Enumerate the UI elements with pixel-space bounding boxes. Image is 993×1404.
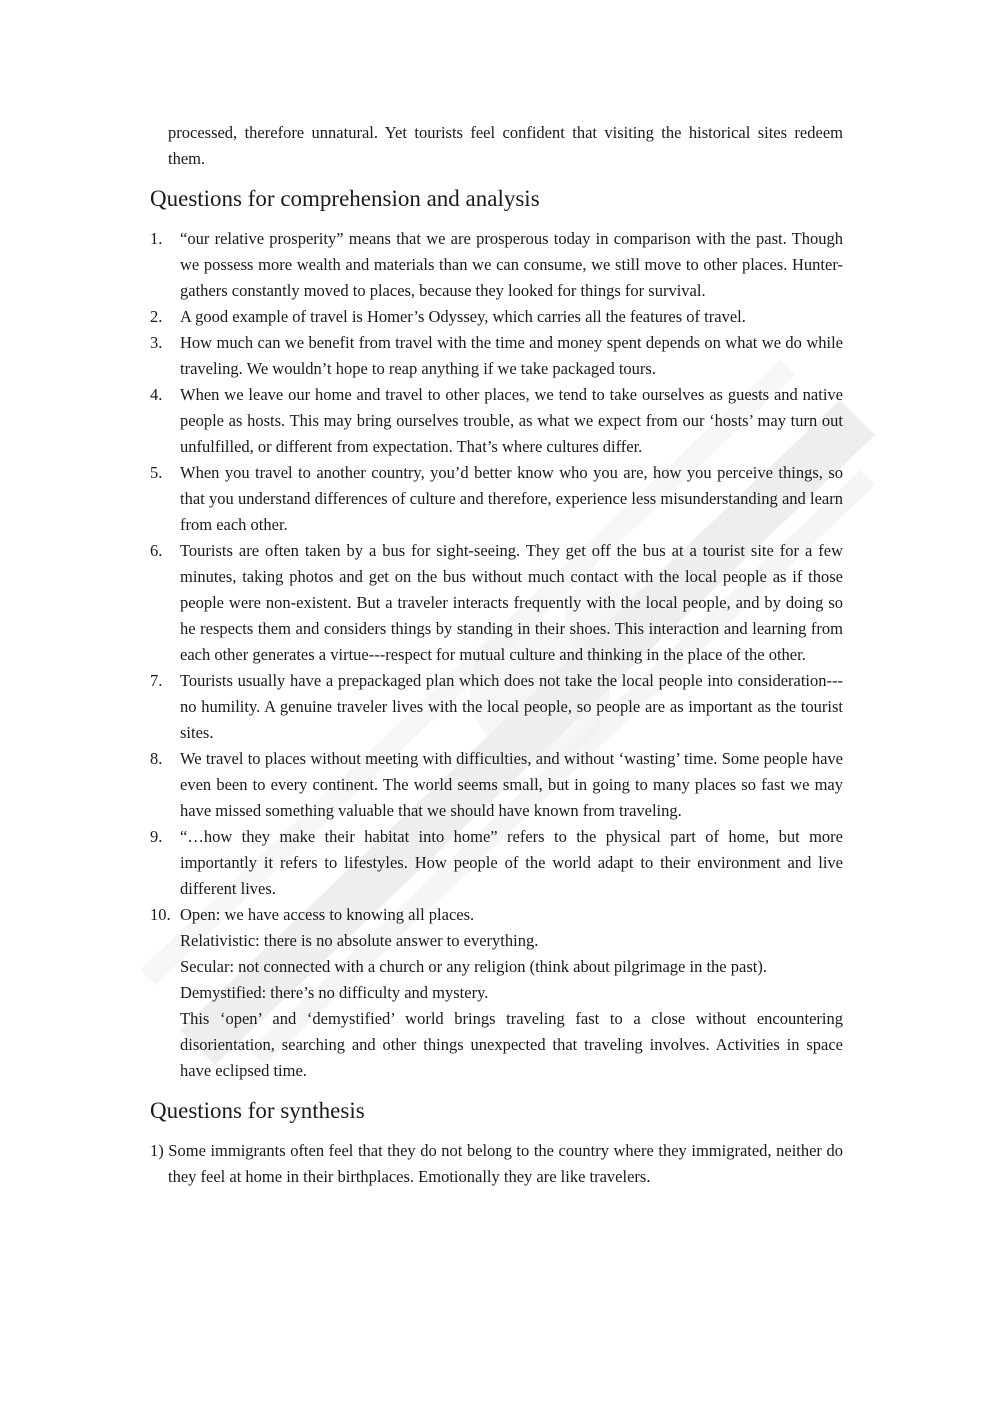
synthesis-item: 1) Some immigrants often feel that they do not belong to the country where they immigrated, neither do they feel at home in their birthplaces. Emotionally they are like travelers. (150, 1141, 843, 1186)
item-number: 5. (150, 463, 163, 482)
item-number: 3. (150, 333, 163, 352)
item-number: 8. (150, 749, 163, 768)
item-number: 10. (150, 905, 171, 924)
definition-relativistic: Relativistic: there is no absolute answer to everything. (180, 931, 539, 950)
item-text: “our relative prosperity” means that we are prosperous today in comparison with the past. Though we possess more wealth and materials than we can consume, we still move to other places. Hunter-gathers constantly moved to places, because they looked for things for survival. (180, 229, 843, 300)
list-item (150, 668, 843, 746)
list-item (150, 538, 843, 668)
section-heading-synthesis: Questions for synthesis (150, 1098, 365, 1123)
list-item (150, 382, 843, 460)
item-number: 1. (150, 229, 163, 248)
definition-secular: Secular: not connected with a church or any religion (think about pilgrimage in the past). (180, 957, 767, 976)
comprehension-question-list (150, 226, 843, 1084)
item-text: A good example of travel is Homer’s Odyssey, which carries all the features of travel. (180, 307, 746, 326)
item-text: How much can we benefit from travel with the time and money spent depends on what we do while traveling. We wouldn’t hope to reap anything if we take packaged tours. (180, 333, 843, 378)
list-item (150, 824, 843, 902)
item-text: Tourists are often taken by a bus for sight-seeing. They get off the bus at a tourist site for a few minutes, taking photos and get on the bus without much contact with the local people as if those people were non-existent. But a traveler interacts frequently with the local people, and by doing so he respects them and considers things by standing in their shoes. This interaction and learning from each other generates a virtue---respect for mutual culture and thinking in the place of the other. (180, 541, 843, 664)
list-item (150, 304, 843, 330)
list-item (150, 746, 843, 824)
item-text: We travel to places without meeting with difficulties, and without ‘wasting’ time. Some people have even been to every continent. The world seems small, but in going to many places so fast we may have missed something valuable that we should have known from traveling. (180, 749, 843, 820)
intro-paragraph: processed, therefore unnatural. Yet tourists feel confident that visiting the historical sites redeem them. (168, 123, 843, 168)
definition-demystified: Demystified: there’s no difficulty and mystery. (180, 983, 489, 1002)
item-number: 6. (150, 541, 163, 560)
item-number: 9. (150, 827, 163, 846)
item-number: 4. (150, 385, 163, 404)
item-10-summary: This ‘open’ and ‘demystified’ world brings traveling fast to a close without encountering disorientation, searching and other things unexpected that traveling involves. Activities in space have eclipsed time. (180, 1009, 843, 1080)
item-text: “…how they make their habitat into home” refers to the physical part of home, but more importantly it refers to lifestyles. How people of the world adapt to their environment and live different lives. (180, 827, 843, 898)
list-item-10 (150, 902, 843, 1084)
item-text: Tourists usually have a prepackaged plan which does not take the local people into consideration---no humility. A genuine traveler lives with the local people, so people are as important as the tourist sites. (180, 671, 843, 742)
section-heading-comprehension: Questions for comprehension and analysis (150, 186, 540, 211)
document-content (150, 120, 843, 1190)
item-number: 2. (150, 307, 163, 326)
definition-open: Open: we have access to knowing all places. (180, 905, 475, 924)
list-item (150, 330, 843, 382)
item-number: 7. (150, 671, 163, 690)
list-item (150, 226, 843, 304)
item-text: When you travel to another country, you’d better know who you are, how you perceive things, so that you understand differences of culture and therefore, experience less misunderstanding and learn from each other. (180, 463, 843, 534)
list-item (150, 460, 843, 538)
item-text: When we leave our home and travel to other places, we tend to take ourselves as guests and native people as hosts. This may bring ourselves trouble, as what we expect from our ‘hosts’ may turn out unfulfilled, or different from expectation. That’s where cultures differ. (180, 385, 843, 456)
